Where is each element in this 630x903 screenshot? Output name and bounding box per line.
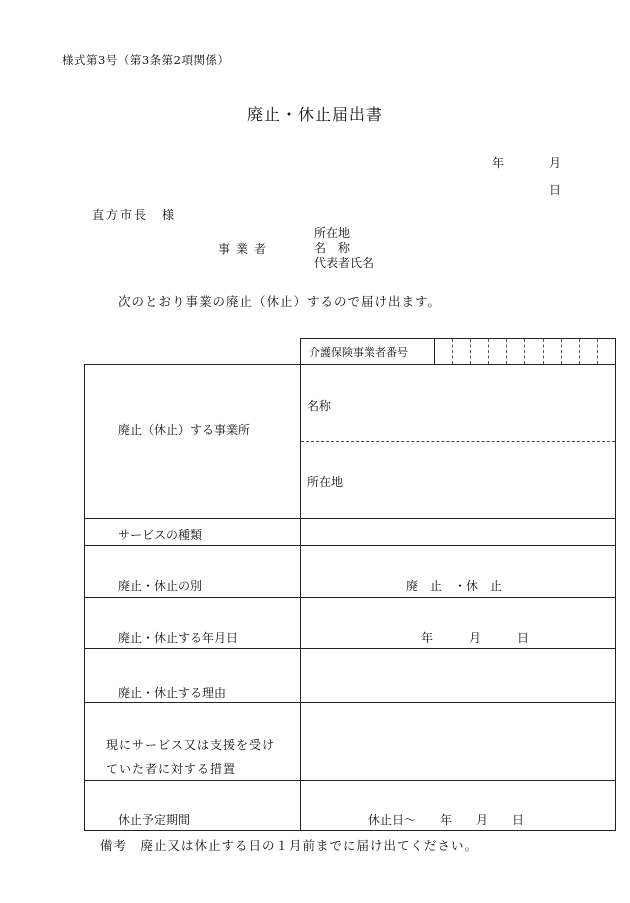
service-type-label: サービスの種類 xyxy=(118,528,203,542)
kind-value[interactable]: 廃 止 ・休 止 xyxy=(406,579,503,593)
date-row xyxy=(85,598,615,649)
measures-field[interactable] xyxy=(301,703,615,780)
date-day-label: 日 xyxy=(549,183,562,197)
intro-text: 次のとおり事業の廃止（休止）するので届け出ます。 xyxy=(118,294,442,309)
provider-number-cell[interactable] xyxy=(544,339,562,364)
date-year-label: 年 xyxy=(492,156,505,170)
provider-number-label: 介護保険事業者番号 xyxy=(301,339,435,364)
provider-number-cell[interactable] xyxy=(489,339,507,364)
period-row xyxy=(85,781,615,830)
provider-number-cell[interactable] xyxy=(435,339,453,364)
reason-label: 廃止・休止する理由 xyxy=(118,686,227,700)
reason-row xyxy=(85,649,615,703)
provider-number-cell[interactable] xyxy=(507,339,525,364)
provider-number-cell[interactable] xyxy=(471,339,489,364)
period-value[interactable]: 休止日～ 年 月 日 xyxy=(368,813,525,827)
form-number: 様式第3号（第3条第2項関係） xyxy=(62,53,230,67)
form-table xyxy=(84,364,616,831)
kind-label: 廃止・休止の別 xyxy=(118,579,203,593)
addressee: 直方市長 様 xyxy=(92,208,177,222)
applicant-label: 事業者 xyxy=(218,242,273,256)
provider-number-cell[interactable] xyxy=(580,339,598,364)
office-address-label: 所在地 xyxy=(307,475,344,489)
period-label: 休止予定期間 xyxy=(118,813,191,827)
office-divider xyxy=(301,441,615,442)
office-label: 廃止（休止）する事業所 xyxy=(118,423,251,437)
document-title: 廃止・休止届出書 xyxy=(246,105,383,124)
office-fields xyxy=(301,365,615,518)
applicant-address-label: 所在地 xyxy=(314,226,351,240)
kind-row xyxy=(85,546,615,598)
office-row xyxy=(85,365,615,519)
provider-number-cell[interactable] xyxy=(598,339,615,364)
date-value[interactable]: 年 月 日 xyxy=(421,631,530,645)
remarks-note: 備考 廃止又は休止する日の１月前までに届け出てください。 xyxy=(100,838,479,853)
date-label: 廃止・休止する年月日 xyxy=(118,631,239,645)
measures-label-line1: 現にサービス又は支援を受け xyxy=(106,738,276,752)
provider-number-cell[interactable] xyxy=(453,339,471,364)
provider-number-cells xyxy=(435,339,615,364)
office-name-label: 名称 xyxy=(307,399,332,413)
applicant-fields xyxy=(314,226,374,271)
date-month-label: 月 xyxy=(549,156,562,170)
service-type-row xyxy=(85,519,615,546)
provider-number-cell[interactable] xyxy=(562,339,580,364)
applicant-name-label: 名 称 xyxy=(314,241,351,255)
measures-label-line2: ていた者に対する措置 xyxy=(106,762,237,776)
applicant-representative-label: 代表者氏名 xyxy=(314,256,375,270)
provider-number-box xyxy=(300,338,616,365)
reason-field[interactable] xyxy=(301,649,615,702)
service-type-field[interactable] xyxy=(301,519,615,545)
measures-row xyxy=(85,703,615,781)
provider-number-cell[interactable] xyxy=(525,339,543,364)
